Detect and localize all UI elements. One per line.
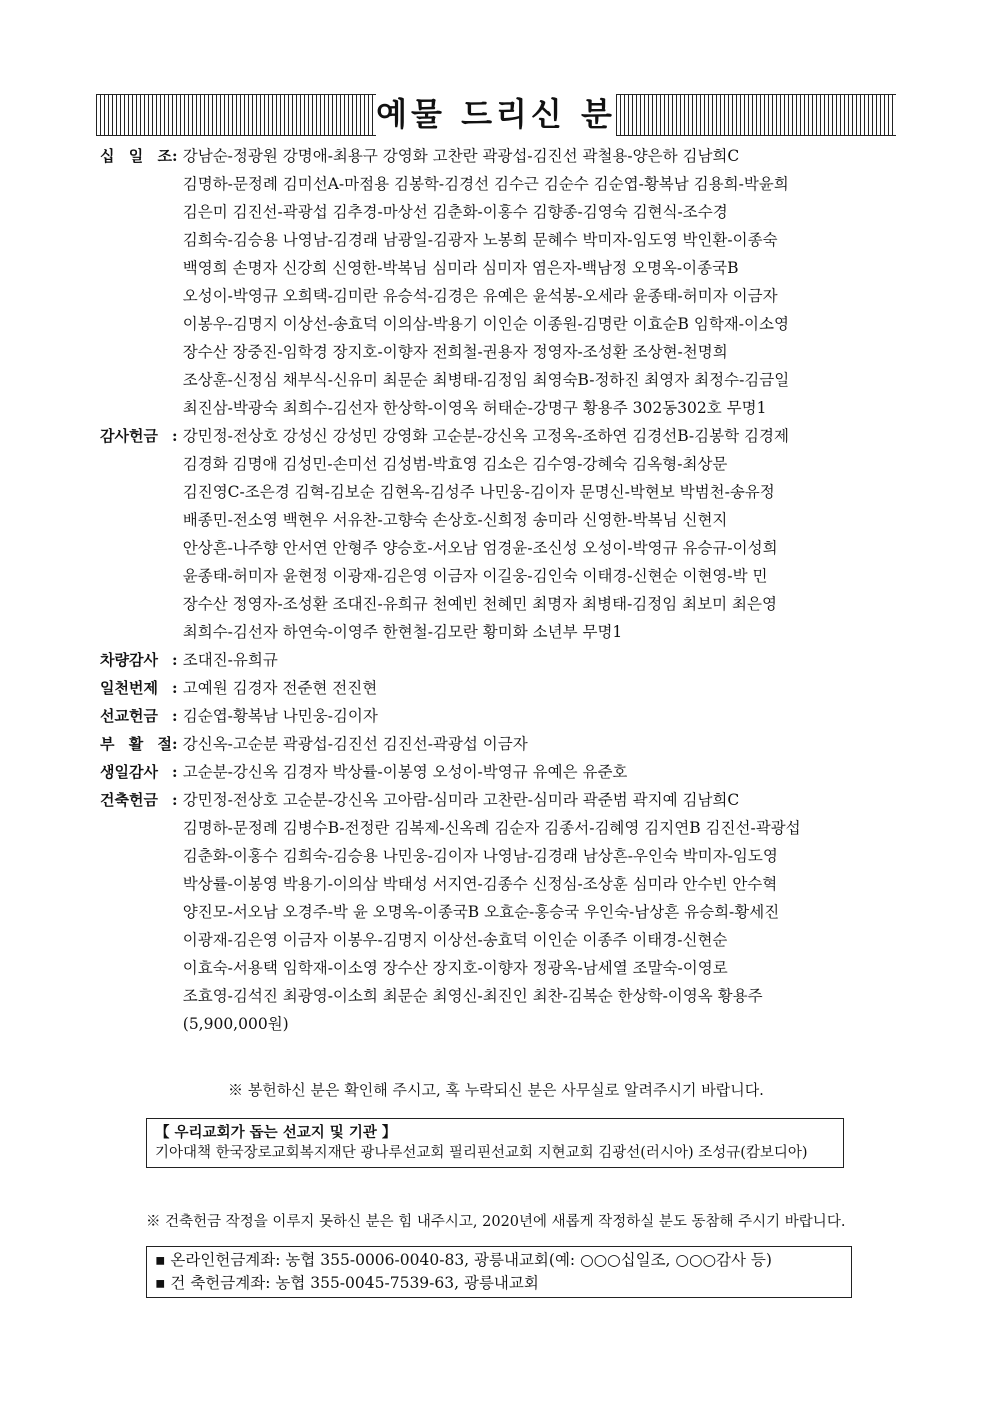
donor-line: 고순분-강신옥 김경자 박상률-이봉영 오성이-박영규 유예은 유준호 <box>182 763 628 781</box>
offering-section <box>100 422 900 646</box>
building-notice: ※ 건축헌금 작정을 이루지 못하신 분은 힘 내주시고, 2020년에 새롭게 작정하실 분도 동참해 주시기 바랍니다. <box>146 1214 846 1230</box>
donor-lines <box>183 758 900 786</box>
donor-line: 김명하-문정례 김미선A-마점용 김봉학-김경선 김수근 김순수 김순엽-황복남 김용희-박윤희 <box>182 175 789 193</box>
donor-line: 김순엽-황복남 나민웅-김이자 <box>182 707 378 725</box>
donor-line: 김명하-문정례 김병수B-전정란 김복제-신옥례 김순자 김종서-김혜영 김지연B 김진선-곽광섭 <box>182 819 801 837</box>
section-label: 차량감사 <box>100 651 158 669</box>
donor-line: 이봉우-김명지 이상선-송효덕 이의삼-박용기 이인순 이종원-김명란 이효순B 임학재-이소영 <box>182 315 789 333</box>
mission-heading: 【 우리교회가 돕는 선교지 및 기관 】 <box>155 1124 397 1141</box>
label-colon: : <box>172 707 183 725</box>
donor-line: 이효숙-서용택 임학재-이소영 장수산 장지호-이향자 정광옥-남세열 조말숙-이영로 <box>182 959 728 977</box>
offering-section <box>100 702 900 730</box>
donor-line: 양진모-서오남 오경주-박 윤 오명옥-이종국B 오효순-홍승국 우인숙-남상흔 유승희-황세진 <box>182 903 780 921</box>
label-colon: : <box>172 651 183 669</box>
donor-line: 장수산 장중진-임학경 장지호-이향자 전희철-권용자 정영자-조성환 조상현-천명희 <box>182 343 728 361</box>
donor-lines <box>183 730 900 758</box>
donor-line: 최진삼-박광숙 최희수-김선자 한상학-이영옥 허태순-강명구 황용주 302동302호 무명1 <box>182 399 767 417</box>
label-colon: : <box>172 679 183 697</box>
donor-line: 강남순-정광원 강명애-최용구 강영화 고찬란 곽광섭-김진선 곽철용-양은하 김남희C <box>182 147 740 165</box>
donor-line: 최희수-김선자 하연숙-이영주 한현철-김모란 황미화 소년부 무명1 <box>182 623 623 641</box>
donor-lines <box>183 786 900 1038</box>
section-label: 선교헌금 <box>100 707 158 725</box>
section-label: 감사헌금 <box>100 427 158 445</box>
label-colon: : <box>172 735 183 753</box>
title-hatch-left <box>96 94 376 136</box>
donor-line: 안상흔-나주향 안서연 안형주 양승호-서오남 엄경윤-조신성 오성이-박영규 유승규-이성희 <box>182 539 778 557</box>
section-label: 부 활 절 <box>100 735 172 753</box>
donor-line: 박상률-이봉영 박용기-이의삼 박태성 서지연-김종수 신정심-조상훈 심미라 안수빈 안수혁 <box>182 875 778 893</box>
donor-line: 윤종태-허미자 윤현정 이광재-김은영 이금자 이길웅-김인숙 이태경-신현순 이현영-박 민 <box>182 567 768 585</box>
offering-section <box>100 786 900 1038</box>
donor-line: 백영희 손명자 신강희 신영한-박복님 심미라 심미자 염은자-백남정 오명옥-이종국B <box>182 259 739 277</box>
account-box <box>146 1246 852 1298</box>
title-hatch-right <box>616 94 896 136</box>
donor-line: 강민정-전상호 고순분-강신옥 고아람-심미라 고찬란-심미라 곽준범 곽지예 김남희C <box>182 791 740 809</box>
donor-line: 고예원 김경자 전준현 전진현 <box>182 679 378 697</box>
offering-sections <box>100 142 900 1038</box>
donor-lines <box>183 422 900 646</box>
donor-line: 김희숙-김승용 나영남-김경래 남광일-김광자 노봉희 문혜수 박미자-임도영 박인환-이종숙 <box>182 231 778 249</box>
confirmation-notice: ※ 봉헌하신 분은 확인해 주시고, 혹 누락되신 분은 사무실로 알려주시기 바랍니다. <box>228 1081 764 1099</box>
donor-line: 이광재-김은영 이금자 이봉우-김명지 이상선-송효덕 이인순 이종주 이태경-신현순 <box>182 931 728 949</box>
section-label: 생일감사 <box>100 763 158 781</box>
donor-line: 오성이-박영규 오희택-김미란 유승석-김경은 유예은 윤석봉-오세라 윤종태-허미자 이금자 <box>182 287 778 305</box>
building-account: ▪ 건 축헌금계좌: 농협 355-0045-7539-63, 광릉내교회 <box>155 1274 539 1292</box>
donor-line: 김은미 김진선-곽광섭 김추경-마상선 김춘화-이홍수 김향종-김영숙 김현식-조수경 <box>182 203 728 221</box>
offering-section <box>100 142 900 422</box>
mission-box <box>146 1118 844 1168</box>
donor-line: 김경화 김명애 김성민-손미선 김성범-박효영 김소은 김수영-강혜숙 김옥형-최상문 <box>182 455 728 473</box>
label-colon: : <box>172 147 183 165</box>
section-label: 십 일 조 <box>100 147 172 165</box>
donor-lines <box>183 702 900 730</box>
donor-line: 김춘화-이홍수 김희숙-김승용 나민웅-김이자 나영남-김경래 남상흔-우인숙 박미자-임도영 <box>182 847 778 865</box>
online-account: ▪ 온라인헌금계좌: 농협 355-0006-0040-83, 광릉내교회(예: ○○○십일조, ○○○감사 등) <box>155 1251 772 1269</box>
donor-line: 조효영-김석진 최광영-이소희 최문순 최영신-최진인 최찬-김복순 한상학-이영옥 황용주 <box>182 987 763 1005</box>
donor-line: 배종민-전소영 백현우 서유찬-고향숙 손상호-신희정 송미라 신영한-박복님 신현지 <box>182 511 728 529</box>
page-title: 예물 드리신 분 <box>376 95 616 133</box>
label-colon: : <box>172 791 183 809</box>
donor-lines <box>183 674 900 702</box>
offering-section <box>100 758 900 786</box>
offering-section <box>100 730 900 758</box>
title-bar <box>96 94 896 134</box>
section-label: 일천번제 <box>100 679 158 697</box>
donor-line: 조상훈-신정심 채부식-신유미 최문순 최병태-김정임 최영숙B-정하진 최영자 최정수-김금일 <box>182 371 790 389</box>
section-label: 건축헌금 <box>100 791 158 809</box>
offering-section <box>100 674 900 702</box>
donor-lines <box>183 142 900 422</box>
donor-line: (5,900,000원) <box>182 1015 289 1033</box>
donor-lines <box>183 646 900 674</box>
donor-line: 강신옥-고순분 곽광섭-김진선 김진선-곽광섭 이금자 <box>182 735 528 753</box>
donor-line: 김진영C-조은경 김혁-김보순 김현옥-김성주 나민웅-김이자 문명신-박현보 박범천-송유정 <box>182 483 775 501</box>
donor-line: 강민정-전상호 강성신 강성민 강영화 고순분-강신옥 고정옥-조하연 김경선B-김봉학 김경제 <box>182 427 789 445</box>
donor-line: 조대진-유희규 <box>182 651 278 669</box>
label-colon: : <box>172 763 183 781</box>
donor-line: 장수산 정영자-조성환 조대진-유희규 천예빈 천혜민 최명자 최병태-김정임 최보미 최은영 <box>182 595 777 613</box>
mission-list: 기아대책 한국장로교회복지재단 광나루선교회 필리핀선교회 지현교회 김광선(러시아) 조성규(캄보디아) <box>155 1145 808 1161</box>
offering-section <box>100 646 900 674</box>
label-colon: : <box>172 427 183 445</box>
